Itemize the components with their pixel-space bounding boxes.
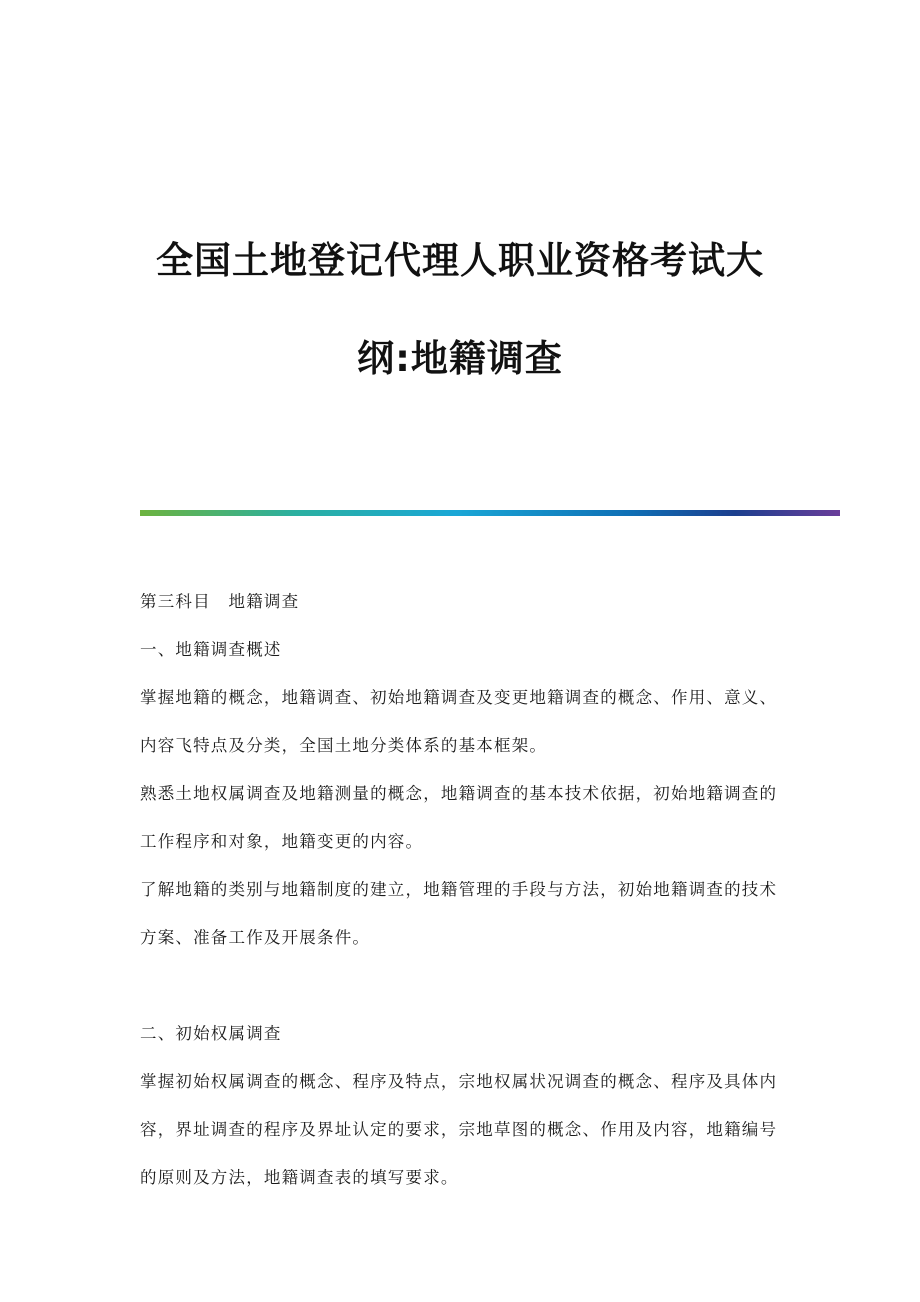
section-1-heading: 一、地籍调查概述: [140, 640, 282, 659]
subject-heading: 第三科目 地籍调查: [140, 592, 300, 611]
document-title-line-2: 纲:地籍调查: [357, 337, 563, 380]
gradient-divider: [140, 510, 840, 516]
section-2-heading: 二、初始权属调查: [140, 1024, 282, 1043]
section-2-paragraph-1: 掌握初始权属调查的概念、程序及特点，宗地权属状况调查的概念、程序及具体内容，界址调查的程序及界址认定的要求，宗地草图的概念、作用及内容，地籍编号的原则及方法，地籍调查表的填写要求。: [140, 1072, 778, 1187]
section-1-paragraph-2: 熟悉土地权属调查及地籍测量的概念，地籍调查的基本技术依据，初始地籍调查的工作程序和对象，地籍变更的内容。: [140, 784, 778, 851]
document-title-line-1: 全国土地登记代理人职业资格考试大: [156, 239, 764, 282]
section-1-paragraph-3: 了解地籍的类别与地籍制度的建立，地籍管理的手段与方法，初始地籍调查的技术方案、准备工作及开展条件。: [140, 880, 778, 947]
section-1-paragraph-1: 掌握地籍的概念，地籍调查、初始地籍调查及变更地籍调查的概念、作用、意义、内容飞特点及分类，全国土地分类体系的基本框架。: [140, 688, 778, 755]
